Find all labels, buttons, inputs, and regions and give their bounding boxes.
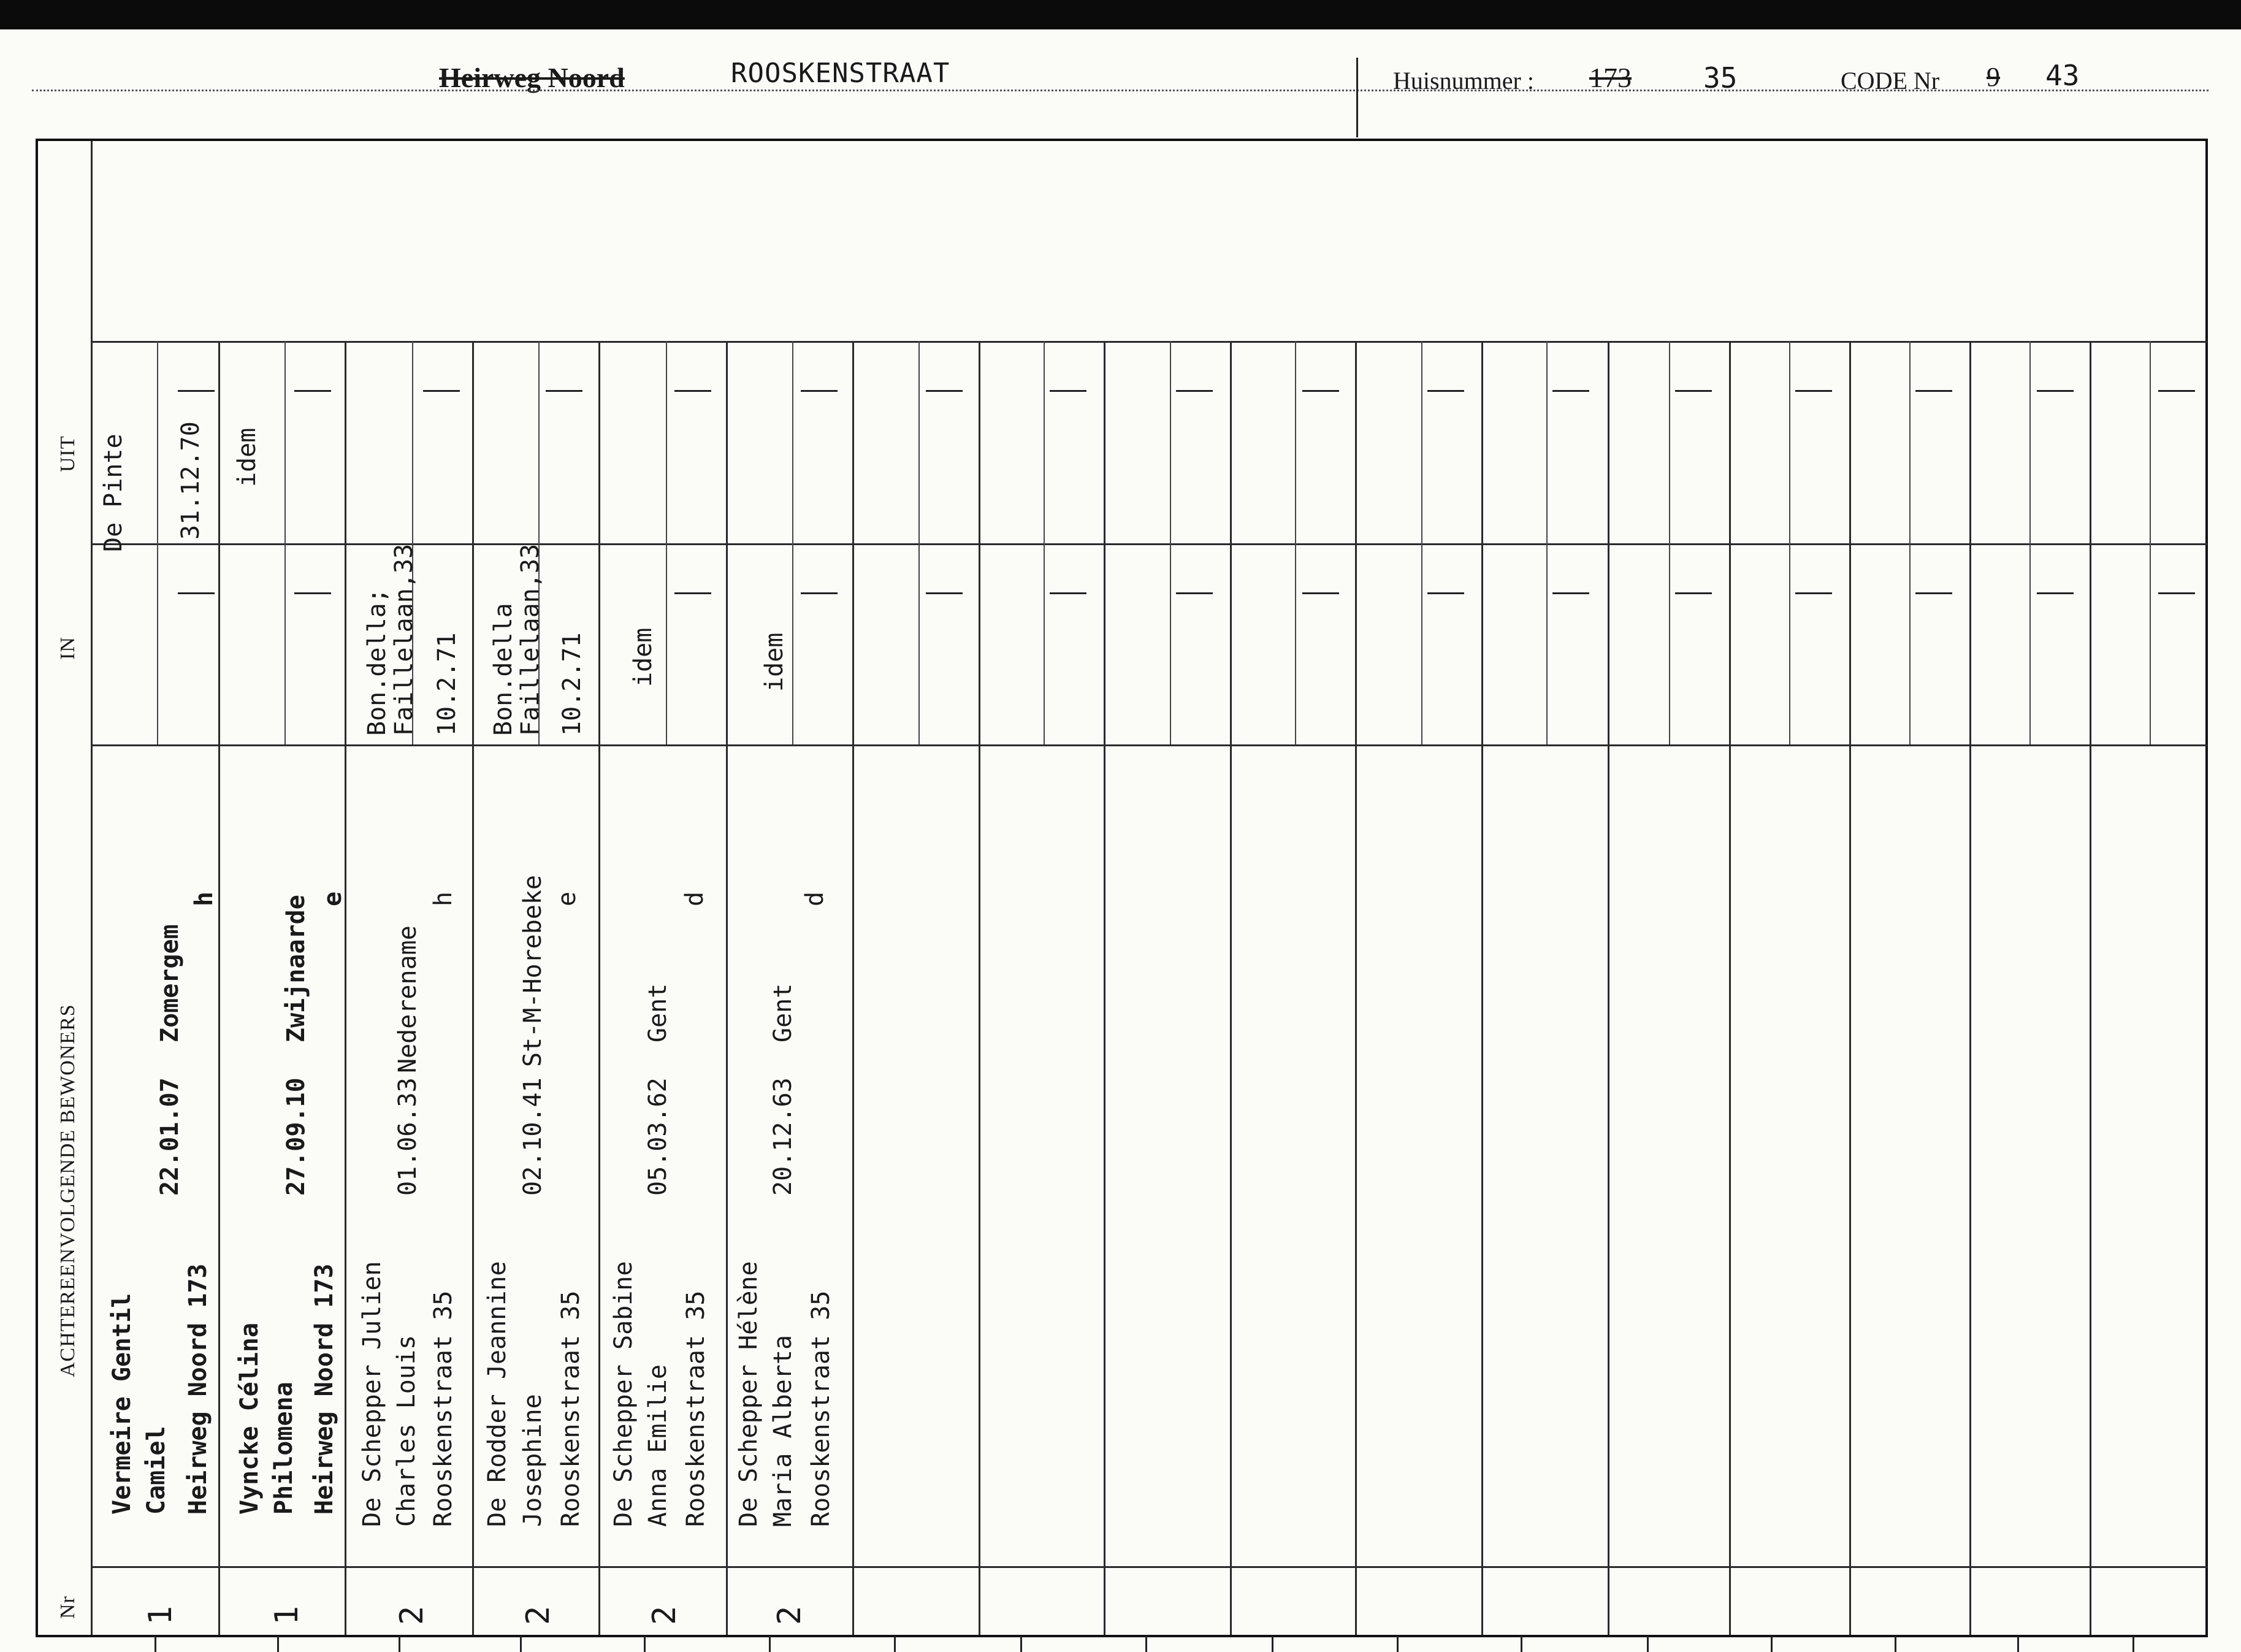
sub-divider (1421, 341, 1422, 744)
dash-mark (1302, 390, 1339, 392)
street-old: Heirweg Noord (439, 62, 625, 93)
in-place: Bon.della; (363, 588, 391, 736)
dash-mark (1427, 390, 1464, 392)
resident-address: Heirweg Noord 173 (184, 1263, 212, 1515)
dash-mark (1552, 592, 1589, 594)
dash-mark (1176, 592, 1213, 594)
resident-relation: e (319, 891, 347, 906)
dash-mark (1552, 390, 1589, 392)
col-divider (2090, 341, 2091, 1635)
dash-mark (674, 390, 711, 392)
col-label-nr: Nr (56, 1596, 79, 1619)
resident-relation: d (801, 891, 829, 906)
dash-mark (2158, 592, 2195, 594)
dash-mark (178, 390, 215, 392)
resident-birth-place: Gent (769, 983, 797, 1042)
edge-tick (769, 1636, 771, 1652)
edge-tick (2132, 1636, 2134, 1652)
dash-mark (674, 592, 711, 594)
resident-name: De Rodder Jeannine (483, 1261, 511, 1527)
edge-tick (1647, 1636, 1649, 1652)
resident-birth-date: 02.10.41 (519, 1077, 547, 1196)
col-label-bewoners: ACHTEREENVOLGENDE BEWONERS (56, 1004, 79, 1377)
col-divider (218, 341, 220, 1635)
resident-birth-date: 22.01.07 (156, 1077, 184, 1196)
col-divider (1608, 341, 1609, 1635)
resident-relation: d (681, 891, 709, 906)
dash-mark (1050, 390, 1086, 392)
col-divider (1104, 341, 1105, 1635)
resident-relation: h (190, 891, 218, 906)
dash-mark (1915, 390, 1952, 392)
resident-address: Rooskenstraat 35 (557, 1290, 585, 1527)
resident-address: Rooskenstraat 35 (682, 1290, 710, 1527)
resident-nr: 2 (771, 1605, 808, 1625)
resident-birth-place: Nederename (394, 925, 422, 1073)
resident-firstname: Josephine (519, 1394, 547, 1527)
resident-birth-date: 05.03.62 (644, 1077, 672, 1196)
edge-tick (520, 1636, 522, 1652)
street-new: ROOSKENSTRAAT (731, 58, 950, 89)
band-line-nr-top (92, 1566, 2207, 1568)
sub-divider (792, 341, 793, 744)
sub-divider (1170, 341, 1171, 744)
col-divider (1481, 341, 1483, 1635)
col-label-in: IN (56, 637, 79, 660)
edge-tick (2017, 1636, 2019, 1652)
resident-nr: 2 (520, 1605, 557, 1625)
dash-mark (294, 390, 331, 392)
edge-tick (894, 1636, 896, 1652)
sub-divider (1909, 341, 1911, 744)
sub-divider (1044, 341, 1045, 744)
dash-mark (546, 390, 582, 392)
col-divider (1849, 341, 1851, 1635)
code-new: 43 (2045, 59, 2080, 92)
dash-mark (801, 390, 838, 392)
resident-firstname: Camiel (142, 1426, 170, 1515)
edge-tick (399, 1636, 400, 1652)
sub-divider (1789, 341, 1790, 744)
sub-divider (1669, 341, 1670, 744)
resident-nr: 1 (269, 1605, 305, 1625)
col-divider (979, 341, 980, 1635)
resident-address: Rooskenstraat 35 (429, 1290, 457, 1527)
resident-birth-place: Gent (644, 983, 672, 1042)
dash-mark (926, 390, 963, 392)
col-divider (345, 341, 346, 1635)
dash-mark (294, 592, 331, 594)
sub-divider (1546, 341, 1548, 744)
dash-mark (1302, 592, 1339, 594)
col-divider (472, 341, 474, 1635)
dash-mark (2158, 390, 2195, 392)
col-divider (598, 341, 600, 1635)
band-line-bewoners-top (92, 744, 2207, 746)
resident-relation: h (429, 891, 457, 906)
resident-nr: 2 (646, 1605, 683, 1625)
in-place-line2: Faillelaan,33 (390, 543, 418, 736)
code-old: 9 (1987, 62, 2000, 92)
in-place-line2: Faillelaan,33 (516, 543, 544, 736)
dash-mark (1795, 390, 1832, 392)
resident-birth-place: Zwijnaarde (282, 895, 310, 1042)
resident-relation: e (553, 891, 581, 906)
resident-firstname: Charles Louis (392, 1334, 421, 1527)
col-divider (852, 341, 854, 1635)
dash-mark (801, 592, 838, 594)
resident-name: Vyncke Célina (235, 1322, 264, 1515)
edge-tick (155, 1636, 156, 1652)
resident-name: De Schepper Sabine (609, 1261, 638, 1527)
dash-mark (1050, 592, 1086, 594)
col-divider (1355, 341, 1357, 1635)
sub-divider (2150, 341, 2151, 744)
dash-mark (423, 390, 460, 392)
huisnummer-label: Huisnummer : (1393, 67, 1534, 94)
edge-tick (1771, 1636, 1773, 1652)
resident-birth-place: Zomergem (156, 924, 184, 1042)
in-place: Bon.della (489, 603, 517, 736)
resident-birth-date: 27.09.10 (282, 1077, 310, 1196)
uit-place: idem (233, 427, 261, 487)
resident-name: De Schepper Julien (358, 1261, 386, 1527)
resident-address: Rooskenstraat 35 (807, 1290, 835, 1527)
header-separator (1356, 58, 1358, 137)
sub-divider (284, 341, 286, 744)
dash-mark (1915, 592, 1952, 594)
edge-tick (1521, 1636, 1522, 1652)
resident-birth-date: 20.12.63 (769, 1077, 797, 1196)
sub-divider (157, 341, 158, 744)
edge-tick (1145, 1636, 1147, 1652)
edge-tick (1895, 1636, 1896, 1652)
resident-firstname: Maria Alberta (769, 1334, 797, 1527)
in-place: idem (760, 632, 788, 692)
resident-firstname: Anna Emilie (644, 1364, 672, 1527)
dash-mark (1427, 592, 1464, 594)
edge-tick (644, 1636, 646, 1652)
dash-mark (1675, 592, 1712, 594)
in-date: 10.2.71 (558, 632, 586, 736)
col-divider (1969, 341, 1971, 1635)
band-line-uit-top (92, 341, 2207, 343)
dash-mark (178, 592, 215, 594)
edge-tick (1397, 1636, 1399, 1652)
edge-tick (277, 1636, 279, 1652)
huisnummer-new: 35 (1703, 61, 1738, 94)
huisnummer-old: 173 (1589, 62, 1632, 93)
scan-top-band (0, 0, 2241, 29)
sub-divider (2029, 341, 2031, 744)
uit-place: De Pinte (99, 434, 128, 552)
dash-mark (926, 592, 963, 594)
in-place: idem (629, 627, 657, 687)
col-divider (1230, 341, 1232, 1635)
in-date: 10.2.71 (433, 632, 461, 736)
col-label-uit: UIT (56, 435, 79, 472)
dash-mark (2037, 592, 2074, 594)
resident-birth-date: 01.06.33 (394, 1077, 422, 1196)
edge-tick (1020, 1636, 1022, 1652)
code-label: CODE Nr (1841, 67, 1940, 94)
dash-mark (1795, 592, 1832, 594)
dash-mark (1176, 390, 1213, 392)
resident-address: Heirweg Noord 173 (310, 1263, 338, 1515)
col-divider (1729, 341, 1731, 1635)
resident-nr: 1 (142, 1605, 179, 1625)
edge-tick (1272, 1636, 1273, 1652)
uit-date: 31.12.70 (177, 421, 205, 540)
sub-divider (666, 341, 667, 744)
col-divider (726, 341, 728, 1635)
dash-mark (2037, 390, 2074, 392)
dash-mark (1675, 390, 1712, 392)
sub-divider (918, 341, 920, 744)
label-column-divider (91, 141, 93, 1635)
resident-nr: 2 (394, 1605, 430, 1625)
resident-birth-place: St-M-Horebeke (519, 874, 547, 1067)
resident-name: De Schepper Hélène (735, 1261, 763, 1527)
sub-divider (1295, 341, 1296, 744)
resident-firstname: Philomena (270, 1382, 298, 1515)
resident-name: Vermeire Gentil (108, 1293, 136, 1515)
